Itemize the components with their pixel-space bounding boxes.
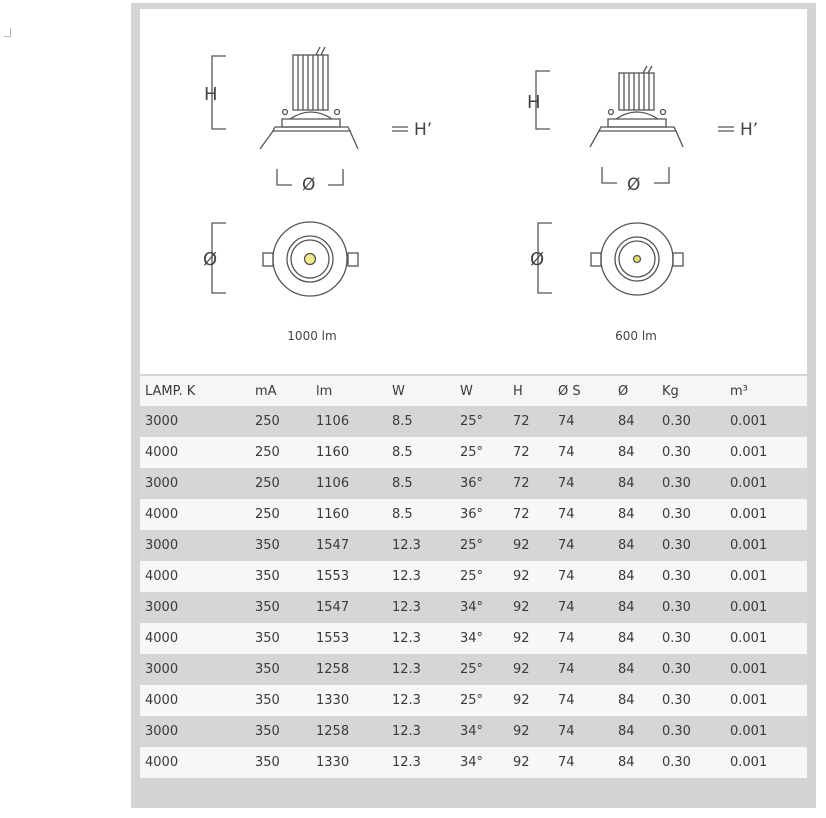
table-cell: 1553 bbox=[316, 569, 350, 584]
table-cell: 0.30 bbox=[662, 724, 691, 739]
table-cell: 0.30 bbox=[662, 755, 691, 770]
table-cell: 0.001 bbox=[730, 507, 768, 522]
table-cell: 12.3 bbox=[392, 600, 421, 615]
header-kg: Kg bbox=[662, 383, 679, 399]
table-cell: 0.001 bbox=[730, 662, 768, 677]
table-cell: 12.3 bbox=[392, 538, 421, 553]
table-cell: 8.5 bbox=[392, 507, 413, 522]
table-cell: 3000 bbox=[145, 724, 179, 739]
table-cell: 92 bbox=[513, 631, 530, 646]
table-cell: 3000 bbox=[145, 538, 179, 553]
table-cell: 74 bbox=[558, 600, 575, 615]
table-cell: 0.30 bbox=[662, 538, 691, 553]
table-cell: 84 bbox=[618, 693, 635, 708]
header-lamp-k: LAMP. K bbox=[145, 383, 196, 399]
header-lm: lm bbox=[316, 383, 333, 399]
table-cell: 0.30 bbox=[662, 662, 691, 677]
table-cell: 250 bbox=[255, 476, 280, 491]
table-cell: 3000 bbox=[145, 600, 179, 615]
table-cell: 74 bbox=[558, 538, 575, 553]
table-cell: 74 bbox=[558, 445, 575, 460]
table-cell: 92 bbox=[513, 600, 530, 615]
table-cell: 0.001 bbox=[730, 445, 768, 460]
table-cell: 84 bbox=[618, 662, 635, 677]
table-cell: 3000 bbox=[145, 414, 179, 429]
table-row bbox=[140, 561, 807, 592]
header-h: H bbox=[513, 383, 523, 399]
header-w: W bbox=[392, 383, 405, 399]
top-view-1000lm bbox=[203, 222, 358, 296]
table-cell: 0.30 bbox=[662, 693, 691, 708]
table-cell: 0.30 bbox=[662, 445, 691, 460]
table-cell: 350 bbox=[255, 693, 280, 708]
table-cell: 72 bbox=[513, 507, 530, 522]
table-cell: 1547 bbox=[316, 538, 350, 553]
table-cell: 74 bbox=[558, 724, 575, 739]
led-dot-2 bbox=[634, 256, 641, 263]
diameter-label-2: Ø bbox=[627, 175, 641, 195]
table-cell: 350 bbox=[255, 755, 280, 770]
table-cell: 0.30 bbox=[662, 631, 691, 646]
header-ma: mA bbox=[255, 383, 277, 399]
table-cell: 84 bbox=[618, 569, 635, 584]
table-cell: 25° bbox=[460, 538, 484, 553]
table-body bbox=[140, 406, 807, 778]
table-cell: 350 bbox=[255, 538, 280, 553]
table-cell: 0.001 bbox=[730, 414, 768, 429]
lumens-label-1000: 1000 lm bbox=[287, 329, 337, 343]
table-header-row bbox=[140, 376, 807, 406]
table-cell: 84 bbox=[618, 476, 635, 491]
lumens-label-600: 600 lm bbox=[615, 329, 657, 343]
table-cell: 12.3 bbox=[392, 631, 421, 646]
table-cell: 92 bbox=[513, 693, 530, 708]
table-cell: 92 bbox=[513, 662, 530, 677]
table-cell: 0.30 bbox=[662, 507, 691, 522]
table-cell: 350 bbox=[255, 724, 280, 739]
table-row bbox=[140, 530, 807, 561]
table-cell: 74 bbox=[558, 414, 575, 429]
table-cell: 84 bbox=[618, 445, 635, 460]
table-cell: 84 bbox=[618, 538, 635, 553]
table-cell: 0.001 bbox=[730, 538, 768, 553]
table-cell: 25° bbox=[460, 693, 484, 708]
corner-mark bbox=[4, 28, 11, 37]
table-cell: 4000 bbox=[145, 569, 179, 584]
table-cell: 250 bbox=[255, 414, 280, 429]
table-cell: 12.3 bbox=[392, 569, 421, 584]
table-cell: 0.001 bbox=[730, 476, 768, 491]
table-cell: 4000 bbox=[145, 755, 179, 770]
table-cell: 34° bbox=[460, 755, 484, 770]
table-cell: 25° bbox=[460, 445, 484, 460]
table-cell: 25° bbox=[460, 662, 484, 677]
header-m3: m³ bbox=[730, 383, 748, 399]
table-cell: 84 bbox=[618, 507, 635, 522]
table-cell: 1330 bbox=[316, 755, 350, 770]
table-cell: 84 bbox=[618, 631, 635, 646]
table-cell: 0.001 bbox=[730, 755, 768, 770]
table-cell: 8.5 bbox=[392, 476, 413, 491]
table-cell: 350 bbox=[255, 569, 280, 584]
led-dot-1 bbox=[305, 254, 316, 265]
table-cell: 72 bbox=[513, 414, 530, 429]
table-row bbox=[140, 654, 807, 685]
table-cell: 0.001 bbox=[730, 600, 768, 615]
table-cell: 1106 bbox=[316, 414, 350, 429]
table-row bbox=[140, 406, 807, 437]
table-cell: 0.30 bbox=[662, 600, 691, 615]
table-cell: 34° bbox=[460, 600, 484, 615]
table-cell: 1553 bbox=[316, 631, 350, 646]
table-cell: 12.3 bbox=[392, 755, 421, 770]
table-cell: 84 bbox=[618, 414, 635, 429]
table-cell: 4000 bbox=[145, 507, 179, 522]
table-cell: 72 bbox=[513, 445, 530, 460]
table-row bbox=[140, 437, 807, 468]
table-cell: 1160 bbox=[316, 507, 350, 522]
table-cell: 92 bbox=[513, 724, 530, 739]
table-cell: 4000 bbox=[145, 693, 179, 708]
table-cell: 72 bbox=[513, 476, 530, 491]
header-w-angle: W bbox=[460, 383, 473, 399]
table-cell: 84 bbox=[618, 724, 635, 739]
table-cell: 74 bbox=[558, 476, 575, 491]
table-row bbox=[140, 623, 807, 654]
table-cell: 350 bbox=[255, 600, 280, 615]
table-row bbox=[140, 685, 807, 716]
technical-drawings bbox=[140, 9, 807, 374]
table-cell: 34° bbox=[460, 631, 484, 646]
table-cell: 74 bbox=[558, 569, 575, 584]
table-cell: 92 bbox=[513, 538, 530, 553]
table-cell: 0.30 bbox=[662, 569, 691, 584]
table-cell: 350 bbox=[255, 631, 280, 646]
table-cell: 25° bbox=[460, 414, 484, 429]
table-row bbox=[140, 468, 807, 499]
table-cell: 8.5 bbox=[392, 414, 413, 429]
table-cell: 92 bbox=[513, 569, 530, 584]
height-prime-label-2: H’ bbox=[740, 120, 759, 140]
table-cell: 12.3 bbox=[392, 662, 421, 677]
table-cell: 74 bbox=[558, 631, 575, 646]
table-cell: 1330 bbox=[316, 693, 350, 708]
table-cell: 36° bbox=[460, 507, 484, 522]
table-cell: 0.001 bbox=[730, 569, 768, 584]
table-cell: 74 bbox=[558, 755, 575, 770]
table-cell: 12.3 bbox=[392, 693, 421, 708]
table-cell: 0.30 bbox=[662, 414, 691, 429]
table-cell: 1258 bbox=[316, 724, 350, 739]
table-cell: 0.001 bbox=[730, 724, 768, 739]
table-cell: 84 bbox=[618, 600, 635, 615]
table-cell: 34° bbox=[460, 724, 484, 739]
table-cell: 3000 bbox=[145, 476, 179, 491]
diameter-side-label-1: Ø bbox=[203, 249, 218, 270]
table-cell: 74 bbox=[558, 507, 575, 522]
table-cell: 3000 bbox=[145, 662, 179, 677]
specification-table bbox=[140, 376, 807, 778]
table-cell: 1547 bbox=[316, 600, 350, 615]
table-cell: 12.3 bbox=[392, 724, 421, 739]
table-cell: 36° bbox=[460, 476, 484, 491]
table-cell: 4000 bbox=[145, 631, 179, 646]
table-cell: 0.001 bbox=[730, 631, 768, 646]
table-cell: 8.5 bbox=[392, 445, 413, 460]
table-cell: 4000 bbox=[145, 445, 179, 460]
table-row bbox=[140, 716, 807, 747]
technical-drawing-panel bbox=[140, 9, 807, 374]
table-cell: 0.30 bbox=[662, 476, 691, 491]
header-diameter: Ø bbox=[618, 383, 629, 399]
table-cell: 0.001 bbox=[730, 693, 768, 708]
table-cell: 250 bbox=[255, 507, 280, 522]
header-diameter-s: Ø S bbox=[558, 383, 581, 399]
table-cell: 350 bbox=[255, 662, 280, 677]
side-view-1000lm bbox=[204, 47, 432, 195]
table-row bbox=[140, 747, 807, 778]
height-label-2: H bbox=[527, 92, 541, 113]
table-cell: 1258 bbox=[316, 662, 350, 677]
table-cell: 74 bbox=[558, 662, 575, 677]
height-prime-label-1: H’ bbox=[414, 120, 433, 140]
side-view-600lm bbox=[527, 66, 758, 195]
table-cell: 250 bbox=[255, 445, 280, 460]
table-row bbox=[140, 592, 807, 623]
table-row bbox=[140, 499, 807, 530]
table-cell: 1160 bbox=[316, 445, 350, 460]
top-view-600lm bbox=[530, 223, 683, 295]
table-cell: 74 bbox=[558, 693, 575, 708]
table-cell: 92 bbox=[513, 755, 530, 770]
table-cell: 1106 bbox=[316, 476, 350, 491]
table-cell: 84 bbox=[618, 755, 635, 770]
height-label-1: H bbox=[204, 84, 218, 105]
diameter-label-1: Ø bbox=[302, 175, 316, 195]
diameter-side-label-2: Ø bbox=[530, 249, 545, 270]
table-cell: 25° bbox=[460, 569, 484, 584]
